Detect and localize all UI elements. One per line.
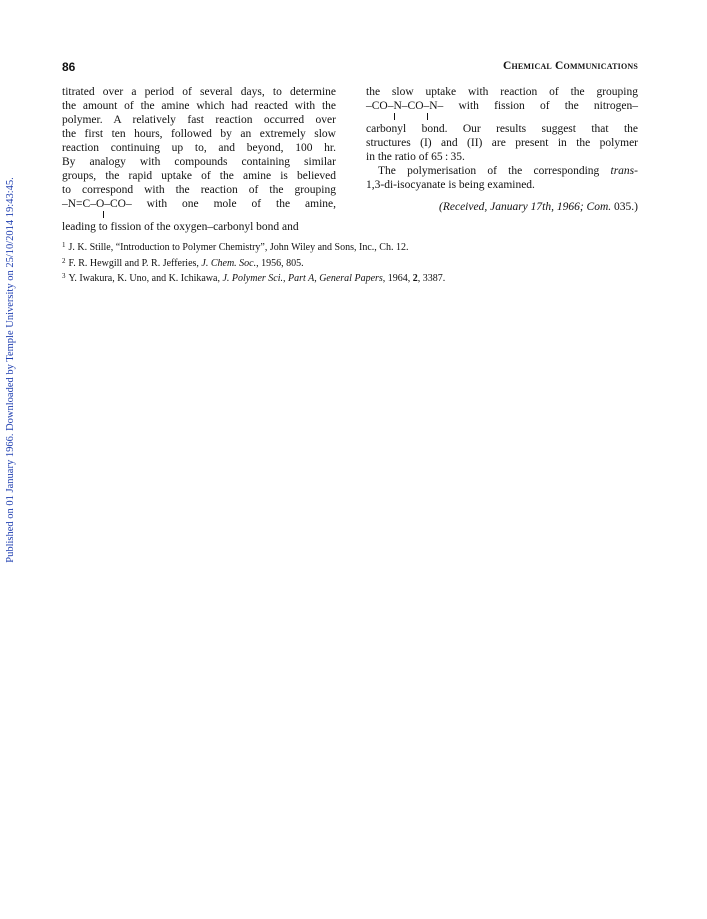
reference-number: 3: [62, 272, 66, 280]
body-line: in the ratio of 65 : 35.: [366, 151, 465, 163]
reference-text: F. R. Hewgill and P. R. Jefferies,: [68, 257, 202, 269]
reference-text: Y. Iwakura, K. Uno, and K. Ichikawa,: [68, 273, 223, 284]
reference-text: , 1956, 805.: [256, 257, 304, 269]
reference-journal: J. Chem. Soc.: [201, 257, 257, 269]
body-line: By analogy with compounds containing similar: [62, 156, 336, 168]
reference-volume: 2: [412, 273, 418, 284]
reference-journal: J. Polymer Sci., Part A, General Papers: [222, 273, 383, 284]
reference-item: [62, 239, 638, 255]
body-line: the amount of the amine which had reacted with the: [62, 100, 336, 112]
formula-bond-marks: [62, 211, 336, 220]
received-date: [366, 200, 638, 214]
body-line: reaction continuing up to, and beyond, 100 hr.: [62, 142, 336, 154]
body-line: 1,3-di-isocyanate is being examined.: [366, 179, 535, 191]
body-line: structures (I) and (II) are present in the polymer: [366, 137, 638, 149]
italic-term: trans-: [610, 165, 638, 177]
reference-number: 1: [62, 241, 66, 249]
body-line: the slow uptake with reaction of the grouping: [366, 86, 638, 98]
reference-item: [62, 255, 638, 271]
received-number: 035.): [611, 201, 638, 213]
body-line: the first ten hours, followed by an extremely slow: [62, 128, 336, 140]
received-text: (Received, January 17th, 1966;: [439, 201, 587, 213]
body-line: [366, 164, 638, 178]
download-watermark: [4, 170, 18, 570]
body-line: to correspond with the reaction of the grouping: [62, 184, 336, 196]
bond-tick: [103, 211, 104, 218]
page-header: [62, 60, 638, 76]
formula-line: –N=C–O–CO– with one mole of the amine,: [62, 198, 336, 210]
received-com-label: Com.: [586, 201, 612, 213]
journal-name: Chemical Communications: [502, 60, 638, 72]
body-line: titrated over a period of several days, to determine: [62, 86, 336, 98]
reference-text: , 3387.: [417, 273, 446, 284]
bond-tick: [427, 113, 428, 120]
right-column: [366, 85, 638, 214]
body-line: leading to fission of the oxygen–carbonyl bond and: [62, 221, 299, 233]
reference-item: [62, 270, 638, 286]
references: [62, 239, 638, 286]
formula-line: –CO–N–CO–N– with fission of the nitrogen–: [366, 100, 638, 112]
body-text: The polymerisation of the corresponding: [378, 165, 611, 177]
page-number: 86: [62, 60, 76, 74]
reference-number: 2: [62, 256, 66, 265]
download-watermark-text: Published on 01 January 1966. Downloaded by Temple University on 25/10/2014 19:43:45.: [5, 177, 16, 563]
reference-text: , 1964,: [382, 273, 413, 284]
body-line: groups, the rapid uptake of the amine is believed: [62, 170, 336, 182]
formula-bond-marks: [366, 113, 638, 122]
reference-text: J. K. Stille, “Introduction to Polymer Chemistry”, John Wiley and Sons, Inc., Ch. 12.: [68, 242, 409, 253]
bond-tick: [394, 113, 395, 120]
left-column: [62, 85, 336, 234]
body-line: polymer. A relatively fast reaction occurred over: [62, 114, 336, 126]
body-line: carbonyl bond. Our results suggest that the: [366, 123, 638, 135]
